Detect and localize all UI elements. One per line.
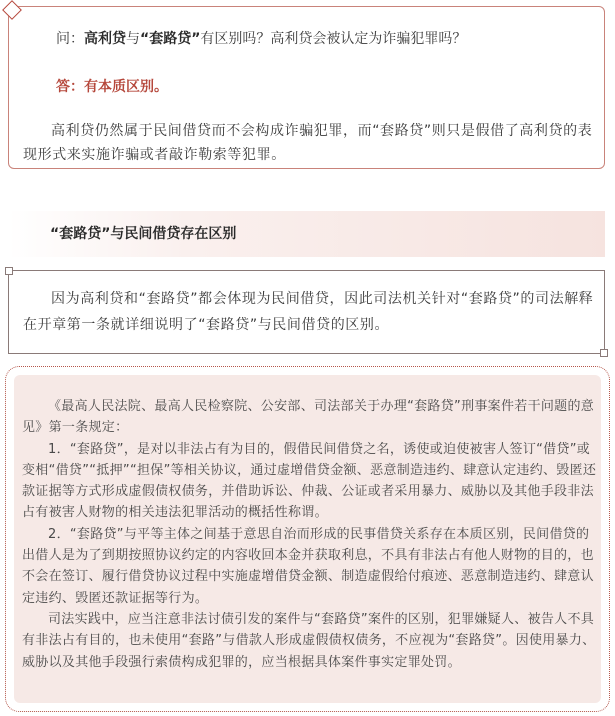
explanation-card xyxy=(8,270,605,354)
explanation-text: 因为高利贷和“套路贷”都会体现为民间借贷，因此司法机关针对“套路贷”的司法解释在开章第一条就详细说明了“套路贷”与民间借贷的区别。 xyxy=(23,291,594,333)
question-term-taolu: “套路贷” xyxy=(140,31,201,47)
quote-item-2: 2．“套路贷”与平等主体之间基于意思自治而形成的民事借贷关系存在本质区别，民间借贷的出借人是为了到期按照协议约定的内容收回本金并获取利息，不具有非法占有他人财物的目的，也不会在签订、履行借贷协议过程中实施虚增借贷金额、制造虚假给付痕迹、恶意制造违约、肆意认定违约、毁匿还款证据等行为。 xyxy=(22,526,594,606)
corner-square-bottom-right xyxy=(600,349,608,357)
quote-intro: 《最高人民法院、最高人民检察院、公安部、司法部关于办理“套路贷”刑事案件若干问题的意见》第一条规定： xyxy=(22,399,595,436)
section-header xyxy=(8,211,605,257)
section-title: “套路贷”与民间借贷存在区别 xyxy=(50,226,237,242)
quote-text-block xyxy=(22,396,598,673)
qa-card xyxy=(8,6,605,169)
regulation-quote-card xyxy=(5,366,610,712)
corner-square-top-left xyxy=(5,267,13,275)
qa-body-text: 高利贷仍然属于民间借贷而不会构成诈骗犯罪，而“套路贷”则只是假借了高利贷的表现形式来实施诈骗或者敲诈勒索等犯罪。 xyxy=(23,123,593,163)
question-prefix: 问： xyxy=(56,31,84,47)
quote-background xyxy=(14,375,601,703)
qa-answer: 答：有本质区别。 xyxy=(56,79,168,95)
question-connector: 与 xyxy=(126,31,140,47)
question-term-usury: 高利贷 xyxy=(84,31,126,47)
corner-diamond-ornament xyxy=(2,0,22,20)
quote-item-3: 司法实践中，应当注意非法讨债引发的案件与“套路贷”案件的区别，犯罪嫌疑人、被告人不具有非法占有目的，也未使用“套路”与借款人形成虚假债权债务，不应视为“套路贷”。因使用暴力、威胁以及其他手段强行索债构成犯罪的，应当根据具体案件事实定罪处罚。 xyxy=(22,611,596,670)
qa-question xyxy=(56,29,466,49)
quote-item-1: 1．“套路贷”，是对以非法占有为目的，假借民间借贷之名，诱使或迫使被害人签订“借贷”或变相“借贷”“抵押”“担保”等相关协议，通过虚增借贷金额、恶意制造违约、肆意认定违约、毁匿还款证据等方式形成虚假债权债务，并借助诉讼、仲裁、公证或者采用暴力、威胁以及其他手段非法占有被害人财物的相关违法犯罪活动的概括性称谓。 xyxy=(22,441,597,521)
question-rest: 有区别吗？高利贷会被认定为诈骗犯罪吗？ xyxy=(200,31,467,47)
